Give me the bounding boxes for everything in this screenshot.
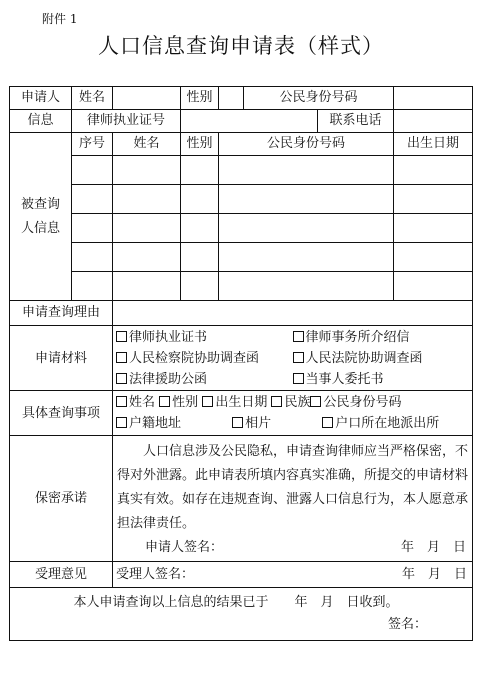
- applicant-row-1: [10, 87, 473, 110]
- name-label: 姓名: [72, 87, 113, 110]
- checkbox-icon[interactable]: [322, 417, 333, 428]
- queried-row: [10, 156, 473, 185]
- cell[interactable]: [219, 214, 394, 243]
- confidentiality-row: [10, 436, 473, 562]
- cell[interactable]: [394, 214, 473, 243]
- cell[interactable]: [181, 214, 219, 243]
- cell[interactable]: [72, 185, 113, 214]
- applicant-row-2: [10, 110, 473, 133]
- item-birthdate[interactable]: 出生日期: [202, 392, 267, 413]
- col-gender: 性别: [181, 133, 219, 156]
- applicant-label-1: 申请人: [10, 87, 72, 110]
- materials-row: [10, 326, 473, 391]
- item-ethnicity[interactable]: 民族: [271, 392, 310, 413]
- queried-row: [10, 185, 473, 214]
- col-id-number: 公民身份号码: [219, 133, 394, 156]
- checkbox-icon[interactable]: [232, 417, 243, 428]
- confidentiality-text: 人口信息涉及公民隐私，申请查询律师应当严格保密，不得对外泄露。此申请表所填内容真实准确，所提交的申请材料真实有效。如存在违规查询、泄露人口信息行为，本人愿意承担法律责任。: [117, 443, 469, 531]
- queried-row: [10, 243, 473, 272]
- queried-person-label: [10, 133, 72, 301]
- cell[interactable]: [219, 272, 394, 301]
- query-items-label: 具体查询事项: [10, 391, 113, 436]
- cell[interactable]: [181, 243, 219, 272]
- id-number-value[interactable]: [394, 87, 473, 110]
- cell[interactable]: [394, 185, 473, 214]
- applicant-signature-label[interactable]: 申请人签名：: [145, 539, 224, 555]
- confidentiality-content: [113, 436, 473, 562]
- checkbox-icon[interactable]: [159, 396, 170, 407]
- form-title: 人口信息查询申请表（样式）: [98, 34, 384, 58]
- confidentiality-label: 保密承诺: [10, 436, 113, 562]
- cell[interactable]: [394, 272, 473, 301]
- query-items-row: [10, 391, 473, 436]
- acceptor-signature-label[interactable]: 受理人签名：: [116, 566, 195, 582]
- option-power-of-attorney[interactable]: 当事人委托书: [293, 369, 470, 390]
- name-value[interactable]: [113, 87, 181, 110]
- application-form: [9, 86, 473, 641]
- checkbox-icon[interactable]: [293, 331, 304, 342]
- item-name[interactable]: 姓名: [116, 392, 155, 413]
- checkbox-icon[interactable]: [293, 352, 304, 363]
- cell[interactable]: [72, 156, 113, 185]
- acceptance-content: [113, 562, 473, 588]
- checkbox-icon[interactable]: [116, 352, 127, 363]
- license-number-value[interactable]: [181, 110, 318, 133]
- reason-row: [10, 301, 473, 326]
- cell[interactable]: [72, 243, 113, 272]
- cell[interactable]: [394, 156, 473, 185]
- col-birthdate: 出生日期: [394, 133, 473, 156]
- acceptance-label: 受理意见: [10, 562, 113, 588]
- queried-label-line1: 被查询: [20, 196, 60, 212]
- materials-options: [113, 326, 473, 391]
- reason-label: 申请查询理由: [10, 301, 113, 326]
- phone-value[interactable]: [394, 110, 473, 133]
- checkbox-icon[interactable]: [293, 373, 304, 384]
- item-id-number[interactable]: 公民身份号码: [310, 392, 401, 413]
- applicant-signature-date[interactable]: 年 月 日: [401, 539, 467, 555]
- checkbox-icon[interactable]: [202, 396, 213, 407]
- result-receipt-text: 本人申请查询以上信息的结果已于 年 月 日收到。: [73, 595, 399, 610]
- applicant-signature-line: [117, 536, 468, 560]
- queried-row: [10, 272, 473, 301]
- id-number-label: 公民身份号码: [244, 87, 394, 110]
- cell[interactable]: [181, 272, 219, 301]
- option-firm-letter[interactable]: 律师事务所介绍信: [293, 327, 470, 348]
- checkbox-icon[interactable]: [310, 396, 321, 407]
- gender-label: 性别: [181, 87, 219, 110]
- applicant-label-2: 信息: [10, 110, 72, 133]
- col-seq: 序号: [72, 133, 113, 156]
- result-content: [10, 588, 473, 641]
- acceptor-signature-date[interactable]: 年 月 日: [402, 566, 468, 582]
- cell[interactable]: [72, 272, 113, 301]
- item-gender[interactable]: 性别: [159, 392, 198, 413]
- cell[interactable]: [113, 243, 181, 272]
- cell[interactable]: [113, 214, 181, 243]
- col-name: 姓名: [113, 133, 181, 156]
- cell[interactable]: [219, 185, 394, 214]
- attachment-label: 附件 1: [42, 12, 78, 26]
- cell[interactable]: [113, 185, 181, 214]
- cell[interactable]: [219, 243, 394, 272]
- item-household-address[interactable]: 户籍地址: [116, 413, 228, 434]
- checkbox-icon[interactable]: [116, 331, 127, 342]
- gender-value[interactable]: [219, 87, 244, 110]
- queried-row: [10, 214, 473, 243]
- license-number-label: 律师执业证号: [72, 110, 181, 133]
- cell[interactable]: [181, 185, 219, 214]
- cell[interactable]: [113, 272, 181, 301]
- queried-label-line2: 人信息: [20, 220, 60, 236]
- cell[interactable]: [72, 214, 113, 243]
- option-legal-aid-letter[interactable]: 法律援助公函: [116, 369, 293, 390]
- option-court-letter[interactable]: 人民法院协助调查函: [293, 348, 470, 369]
- item-photo[interactable]: 相片: [232, 413, 318, 434]
- cell[interactable]: [181, 156, 219, 185]
- result-row: [10, 588, 473, 641]
- cell[interactable]: [113, 156, 181, 185]
- reason-value[interactable]: [113, 301, 473, 326]
- option-lawyer-license[interactable]: 律师执业证书: [116, 327, 293, 348]
- phone-label: 联系电话: [318, 110, 394, 133]
- checkbox-icon[interactable]: [116, 417, 127, 428]
- acceptance-row: [10, 562, 473, 588]
- checkbox-icon[interactable]: [116, 396, 127, 407]
- cell[interactable]: [394, 243, 473, 272]
- item-police-station[interactable]: 户口所在地派出所: [322, 413, 439, 434]
- cell[interactable]: [219, 156, 394, 185]
- materials-label: 申请材料: [10, 326, 113, 391]
- checkbox-icon[interactable]: [271, 396, 282, 407]
- queried-header-row: [10, 133, 473, 156]
- query-items-options: [113, 391, 473, 436]
- result-signature-label[interactable]: 签名：: [388, 617, 428, 632]
- checkbox-icon[interactable]: [116, 373, 127, 384]
- option-procuratorate-letter[interactable]: 人民检察院协助调查函: [116, 348, 293, 369]
